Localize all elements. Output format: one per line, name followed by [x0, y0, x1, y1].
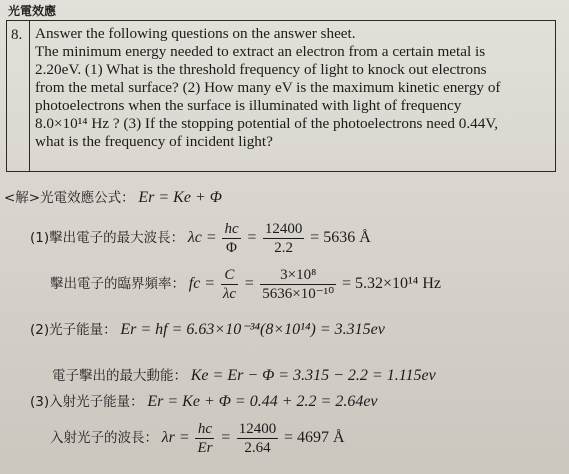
- freq-label: 擊出電子的臨界頻率：: [50, 275, 185, 292]
- question-box: [6, 20, 556, 172]
- wave-fraction-1: [195, 420, 214, 457]
- wave-lhs: λr =: [161, 428, 190, 446]
- question-line: from the metal surface? (2) How many eV is the maximum kinetic energy of: [35, 79, 501, 96]
- fraction-denominator: 5636×10⁻¹⁰: [262, 286, 335, 302]
- fraction-denominator: 2.64: [244, 440, 271, 456]
- ke-label: 電子擊出的最大動能：: [52, 368, 187, 384]
- freq-row: 擊出電子的臨界頻率： fc = $\frac{C}{\lambda c}$ = $\frac{\text{3×10⁸}}{\text{5636×10⁻¹⁰}}$ = 5.32×10¹⁴ Hz: [50, 267, 442, 302]
- formula-equation: Er = Ke + Φ: [138, 189, 222, 206]
- ke-row: [52, 364, 436, 385]
- question-text: [35, 25, 553, 151]
- part2-label: (2)光子能量：: [30, 322, 117, 338]
- fraction-numerator: C: [221, 266, 238, 285]
- fraction-numerator: hc: [224, 221, 239, 237]
- freq-result: = 5.32×10¹⁴ Hz: [341, 274, 442, 292]
- fraction-numerator: hc: [195, 420, 214, 439]
- part1-fraction-2: [263, 220, 305, 257]
- part1-label: (1)擊出電子的最大波長：: [30, 229, 185, 246]
- wave-result: = 4697 Å: [284, 428, 345, 446]
- fraction-numerator: 12400: [238, 421, 277, 437]
- freq-fraction-2: [260, 266, 336, 303]
- part2-row: [30, 318, 385, 339]
- freq-fraction-1: [221, 266, 238, 303]
- formula-label: <解>光電效應公式：: [4, 190, 135, 206]
- wave-label: 入射光子的波長：: [50, 429, 158, 446]
- part1-lhs: λc =: [187, 228, 217, 246]
- fraction-denominator: Er: [197, 440, 213, 456]
- part3-label: (3)入射光子能量：: [30, 394, 144, 410]
- fraction-denominator: Φ: [226, 240, 238, 256]
- part1-row: (1)擊出電子的最大波長： λc = $\frac{hc}{\Phi}$ = $\frac{12400}{2.2}$ = 5636 Å: [30, 221, 371, 256]
- question-line: The minimum energy needed to extract an electron from a certain metal is: [35, 43, 486, 60]
- question-line: 2.20eV. (1) What is the threshold frequency of light to knock out electrons: [35, 61, 487, 78]
- part2-equation: Er = hf = 6.63×10⁻³⁴(8×10¹⁴) = 3.315ev: [120, 321, 385, 338]
- fraction-denominator: λc: [222, 286, 236, 302]
- part1-result: = 5636 Å: [310, 228, 371, 246]
- wave-fraction-2: [237, 420, 279, 457]
- question-number: 8.: [11, 27, 23, 43]
- ke-equation: Ke = Er − Φ = 3.315 − 2.2 = 1.115ev: [190, 367, 436, 384]
- wavelength-row: 入射光子的波長： λr = $\frac{hc}{Er}$ = $\frac{12400}{2.64}$ = 4697 Å: [50, 421, 345, 456]
- question-line: 8.0×10¹⁴ Hz ? (3) If the stopping potential of the photoelectrons need 0.44V,: [35, 115, 499, 132]
- fraction-denominator: 2.2: [274, 240, 294, 256]
- fraction-numerator: 12400: [264, 221, 303, 237]
- question-line: Answer the following questions on the answer sheet.: [35, 25, 356, 42]
- question-divider: [29, 21, 30, 171]
- part1-fraction-1: [222, 220, 240, 257]
- question-line: what is the frequency of incident light?: [35, 133, 273, 150]
- question-line: photoelectrons when the surface is illuminated with light of frequency: [35, 97, 462, 114]
- freq-lhs: fc =: [188, 274, 216, 292]
- fraction-numerator: 3×10⁸: [260, 266, 336, 285]
- part3-equation: Er = Ke + Φ = 0.44 + 2.2 = 2.64ev: [147, 393, 378, 410]
- section-title: 光電效應: [8, 4, 57, 18]
- part3-row: [30, 390, 378, 411]
- solution-formula-row: [4, 186, 222, 207]
